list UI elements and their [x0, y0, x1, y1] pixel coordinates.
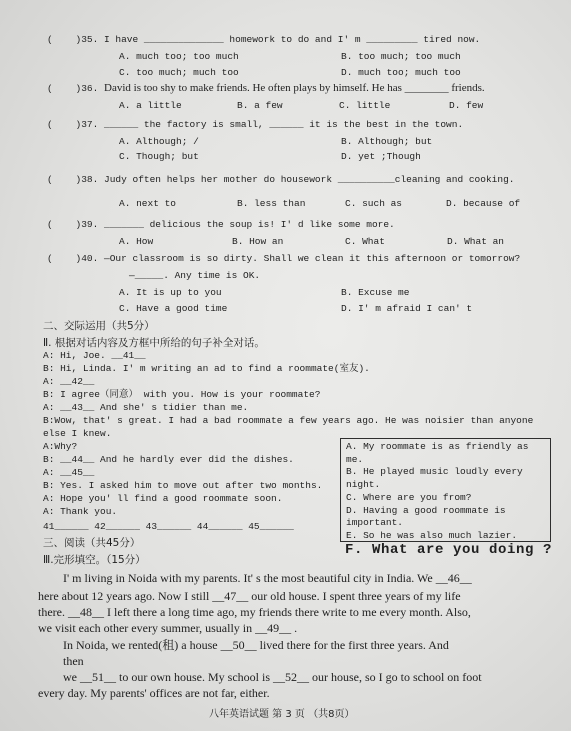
dialogue-line: A: __42__: [43, 376, 95, 387]
option-d: D. What an: [447, 236, 505, 247]
question-stem: Judy often helps her mother do housework __________cleaning and cooking.: [104, 174, 515, 185]
option-d: D. I' m afraid I can' t: [341, 303, 473, 314]
dialogue-line: A: Hope you' ll find a good roommate soon.: [43, 493, 283, 504]
option-b: B. Although; but: [341, 136, 433, 147]
dialogue-line: A: __43__ And she' s tidier than me.: [43, 402, 249, 413]
question-stem: ______ the factory is small, ______ it is the best in the town.: [104, 119, 464, 130]
box-option-a: A. My roommate is as friendly as me.: [346, 441, 529, 465]
dialogue-line: B: Yes. I asked him to move out after two months.: [43, 480, 323, 491]
option-b: B. less than: [237, 198, 306, 209]
option-c: C. little: [339, 100, 391, 111]
question-stem: —Our classroom is so dirty. Shall we clean it this afternoon or tomorrow?: [104, 253, 521, 264]
passage-line: we visit each other every summer, usually in __49__ .: [38, 621, 298, 635]
box-option-d: D. Having a good roommate is important.: [346, 504, 506, 529]
option-a: A. much too; too much: [119, 51, 239, 62]
option-d: D. much too; much too: [341, 67, 461, 78]
option-d: D. because of: [446, 198, 521, 209]
passage-line: we __51__ to our own house. My school is __52__ our house, so I go to school on foot: [63, 670, 482, 684]
section-subheading: Ⅲ.完形填空。（15分）: [43, 554, 146, 566]
box-option-f: F. What are you doing ?: [345, 542, 553, 558]
dialogue-line: B: Hi, Linda. I' m writing an ad to find a roommate(室友).: [43, 363, 370, 374]
sentence-options-box: [340, 438, 551, 542]
answer-blanks-line: 41______ 42______ 43______ 44______ 45______: [43, 521, 294, 532]
dialogue-line: B: I agree（同意） with you. How is your roommate?: [43, 389, 321, 400]
dialogue-line: B: __44__ And he hardly ever did the dishes.: [43, 454, 294, 465]
option-c: C. Have a good time: [119, 303, 228, 314]
option-d: D. yet ;Though: [341, 151, 421, 162]
question-number: ( )40.: [47, 253, 99, 264]
question-number: ( )37.: [47, 119, 99, 130]
option-a: A. a little: [119, 100, 182, 111]
box-option-c: C. Where are you from?: [346, 491, 472, 503]
option-b: B. Excuse me: [341, 287, 410, 298]
question-number: ( )39.: [47, 219, 99, 230]
passage-line: In Noida, we rented(租) a house __50__ lived there for the first three years. And: [63, 638, 449, 652]
option-a: A. How: [119, 236, 154, 247]
box-option-e: E. So he was also much lazier.: [346, 529, 518, 541]
option-d: D. few: [449, 100, 484, 111]
dialogue-line: A: __45__: [43, 467, 95, 478]
passage-line: here about 12 years ago. Now I still __47__ our old house. I spent three years of my life: [38, 589, 461, 603]
dialogue-line: A: Thank you.: [43, 506, 118, 517]
option-a: A. It is up to you: [119, 287, 222, 298]
section-heading: 三、阅读（共45分）: [43, 537, 141, 549]
dialogue-line: A: Hi, Joe. __41__: [43, 350, 146, 361]
question-stem: _______ delicious the soup is! I' d like some more.: [104, 219, 395, 230]
question-number: ( )38.: [47, 174, 99, 185]
option-b: B. a few: [237, 100, 283, 111]
section-instruction: Ⅱ. 根据对话内容及方框中所给的句子补全对话。: [43, 337, 265, 349]
option-b: B. How an: [232, 236, 284, 247]
question-stem-line2: —_____. Any time is OK.: [129, 270, 261, 281]
option-c: C. What: [345, 236, 385, 247]
section-heading: 二、交际运用（共5分）: [43, 320, 155, 332]
question-number: ( )35.: [47, 34, 99, 45]
passage-line: every day. My parents' offices are not far, either.: [38, 686, 270, 700]
question-number: ( )36.: [47, 83, 99, 94]
option-a: A. Although; /: [119, 136, 199, 147]
question-stem: David is too shy to make friends. He often plays by himself. He has ________ friends.: [104, 82, 485, 94]
option-b: B. too much; too much: [341, 51, 461, 62]
passage-line: there. __48__ I left there a long time ago, my friends there write to me every month. Also,: [38, 605, 471, 619]
box-option-b: B. He played music loudly every night.: [346, 466, 523, 491]
dialogue-line: B:Wow, that' s great. I had a bad roommate a few years ago. He was noisier than anyone: [43, 415, 534, 426]
passage-line: I' m living in Noida with my parents. It' s the most beautiful city in India. We __46__: [63, 571, 472, 585]
option-a: A. next to: [119, 198, 177, 209]
page-footer: 八年英语试题 第 3 页 （共8页）: [209, 709, 355, 720]
option-c: C. Though; but: [119, 151, 199, 162]
dialogue-line: else I knew.: [43, 428, 112, 439]
option-c: C. such as: [345, 198, 403, 209]
passage-line: then: [63, 654, 84, 668]
question-stem: I have ______________ homework to do and I' m _________ tired now.: [104, 34, 481, 45]
dialogue-line: A:Why?: [43, 441, 78, 452]
option-c: C. too much; much too: [119, 67, 239, 78]
